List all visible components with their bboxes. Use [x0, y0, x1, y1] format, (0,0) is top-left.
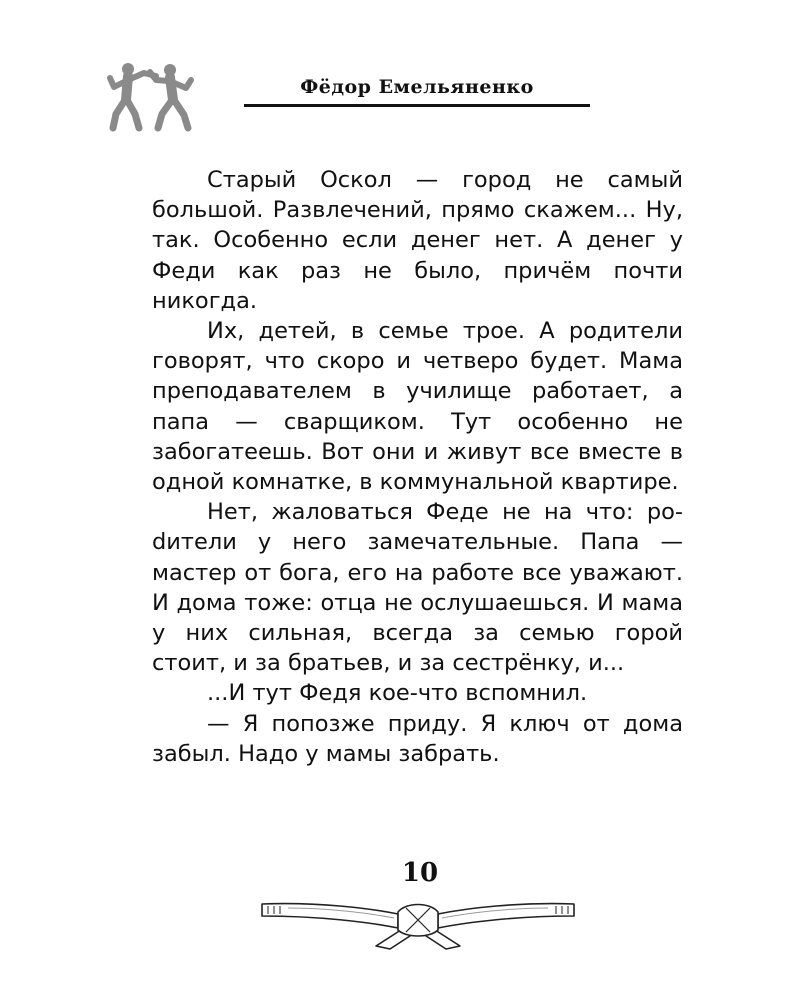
body-text	[152, 165, 683, 769]
paragraph: — Я попозже приду. Я ключ от дома забыл. Надо у мамы забрать.	[152, 710, 683, 767]
paragraph: Нет, жаловаться Феде не на что: роdители у него замечательные. Папа — мастер от бога, его на работе все уважают. И дома тоже: отца не ослушаешься. И мама у них сильная, всегда за семью горой стоит, и за братьев, и за сестрёнку, и...	[152, 499, 683, 677]
paragraph: ...И тут Федя кое-что вспомнил.	[207, 680, 588, 707]
karate-belt-knot-icon	[258, 888, 578, 950]
running-header-title: Фёдор Емельяненко	[300, 76, 534, 98]
header-rule	[244, 104, 590, 107]
paragraph: Их, детей, в семье трое. А родители говорят, что скоро и четверо будет. Мама преподавателем в училище работает, а папа — сварщиком. Тут особенно не забогатеешь. Вот они и живут все вместе в одной комнатке, в коммунальной квартире.	[152, 318, 683, 496]
two-fighters-icon	[104, 60, 196, 132]
page-number: 10	[401, 858, 439, 888]
paragraph: Старый Оскол — город не самый большой. Развлечений, прямо скажем... Ну, так. Особенно если денег нет. А денег у Феди как раз не было, причём почти никогда.	[152, 167, 683, 314]
